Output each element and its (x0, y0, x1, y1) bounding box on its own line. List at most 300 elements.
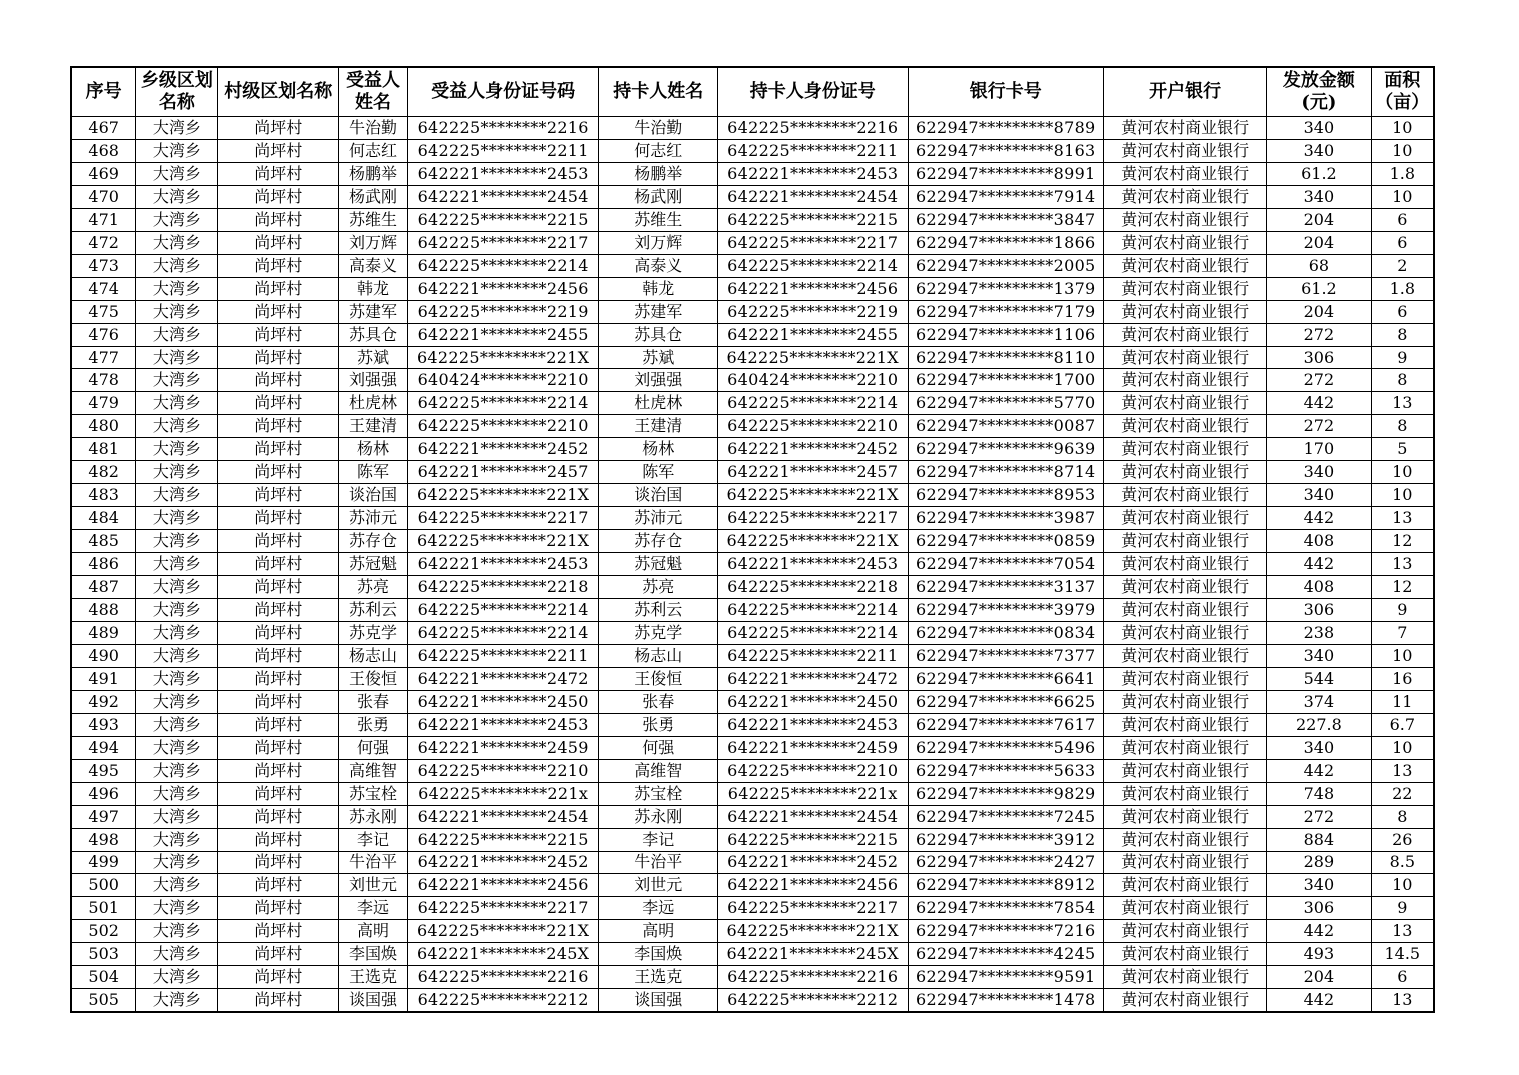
village-name: 尚坪村 (218, 185, 339, 208)
village-name: 尚坪村 (218, 300, 339, 323)
beneficiary-name: 何强 (339, 736, 408, 759)
cardholder-id: 642221********2450 (717, 690, 908, 713)
beneficiary-id: 642221********2456 (407, 277, 599, 300)
bank-name: 黄河农村商业银行 (1104, 507, 1267, 530)
payout-amount: 68 (1267, 254, 1371, 277)
beneficiary-name: 张勇 (339, 713, 408, 736)
beneficiary-id: 642225********2211 (407, 139, 599, 162)
row-index: 491 (71, 667, 136, 690)
row-index: 485 (71, 530, 136, 553)
village-name: 尚坪村 (218, 323, 339, 346)
village-name: 尚坪村 (218, 117, 339, 140)
bank-card-number: 622947*********1106 (908, 323, 1104, 346)
village-name: 尚坪村 (218, 897, 339, 920)
cardholder-id: 642221********2454 (717, 185, 908, 208)
row-index: 497 (71, 805, 136, 828)
table-body (71, 117, 1434, 1013)
beneficiary-name: 谈国强 (339, 989, 408, 1012)
area-mu: 13 (1371, 507, 1434, 530)
beneficiary-id: 642221********2453 (407, 162, 599, 185)
beneficiary-id: 642225********221X (407, 484, 599, 507)
bank-name: 黄河农村商业银行 (1104, 484, 1267, 507)
bank-name: 黄河农村商业银行 (1104, 415, 1267, 438)
bank-card-number: 622947*********2427 (908, 851, 1104, 874)
row-index: 477 (71, 346, 136, 369)
cardholder-id: 642221********2472 (717, 667, 908, 690)
cardholder-name: 苏存仓 (599, 530, 718, 553)
bank-name: 黄河农村商业银行 (1104, 966, 1267, 989)
cardholder-name: 刘强强 (599, 369, 718, 392)
col-header-cardholder-id: 持卡人身份证号 (717, 67, 908, 117)
table-row (71, 461, 1434, 484)
village-name: 尚坪村 (218, 599, 339, 622)
beneficiary-id: 642225********2215 (407, 828, 599, 851)
beneficiary-id: 642225********221x (407, 782, 599, 805)
village-name: 尚坪村 (218, 805, 339, 828)
beneficiary-id: 642225********2214 (407, 599, 599, 622)
row-index: 469 (71, 162, 136, 185)
township-name: 大湾乡 (136, 576, 218, 599)
bank-name: 黄河农村商业银行 (1104, 139, 1267, 162)
table-row (71, 162, 1434, 185)
beneficiary-table (70, 66, 1435, 1013)
beneficiary-name: 杨鹏举 (339, 162, 408, 185)
row-index: 503 (71, 943, 136, 966)
beneficiary-id: 642225********2217 (407, 897, 599, 920)
table-row (71, 438, 1434, 461)
payout-amount: 748 (1267, 782, 1371, 805)
township-name: 大湾乡 (136, 759, 218, 782)
township-name: 大湾乡 (136, 966, 218, 989)
cardholder-id: 642225********2214 (717, 392, 908, 415)
area-mu: 14.5 (1371, 943, 1434, 966)
payout-amount: 340 (1267, 117, 1371, 140)
cardholder-id: 642221********2453 (717, 713, 908, 736)
table-row (71, 185, 1434, 208)
area-mu: 10 (1371, 874, 1434, 897)
village-name: 尚坪村 (218, 208, 339, 231)
village-name: 尚坪村 (218, 782, 339, 805)
payout-amount: 493 (1267, 943, 1371, 966)
township-name: 大湾乡 (136, 208, 218, 231)
beneficiary-name: 苏斌 (339, 346, 408, 369)
table-row (71, 805, 1434, 828)
table-row (71, 644, 1434, 667)
cardholder-id: 642225********221X (717, 530, 908, 553)
table-row (71, 392, 1434, 415)
village-name: 尚坪村 (218, 139, 339, 162)
township-name: 大湾乡 (136, 943, 218, 966)
row-index: 470 (71, 185, 136, 208)
row-index: 489 (71, 621, 136, 644)
payout-amount: 204 (1267, 966, 1371, 989)
beneficiary-id: 642225********2214 (407, 621, 599, 644)
beneficiary-name: 李国焕 (339, 943, 408, 966)
township-name: 大湾乡 (136, 644, 218, 667)
area-mu: 6.7 (1371, 713, 1434, 736)
cardholder-id: 642225********2211 (717, 644, 908, 667)
cardholder-name: 韩龙 (599, 277, 718, 300)
table-row (71, 369, 1434, 392)
cardholder-id: 642225********2216 (717, 966, 908, 989)
payout-amount: 340 (1267, 139, 1371, 162)
payout-amount: 306 (1267, 346, 1371, 369)
cardholder-id: 642225********2210 (717, 415, 908, 438)
beneficiary-name: 杨志山 (339, 644, 408, 667)
township-name: 大湾乡 (136, 736, 218, 759)
beneficiary-name: 刘世元 (339, 874, 408, 897)
bank-card-number: 622947*********6641 (908, 667, 1104, 690)
township-name: 大湾乡 (136, 874, 218, 897)
area-mu: 10 (1371, 736, 1434, 759)
bank-name: 黄河农村商业银行 (1104, 300, 1267, 323)
beneficiary-id: 642221********2472 (407, 667, 599, 690)
area-mu: 10 (1371, 484, 1434, 507)
beneficiary-id: 642221********2453 (407, 553, 599, 576)
table-row (71, 300, 1434, 323)
bank-name: 黄河农村商业银行 (1104, 254, 1267, 277)
cardholder-name: 李国焕 (599, 943, 718, 966)
payout-amount: 884 (1267, 828, 1371, 851)
area-mu: 6 (1371, 966, 1434, 989)
cardholder-id: 642221********2456 (717, 277, 908, 300)
beneficiary-name: 苏维生 (339, 208, 408, 231)
cardholder-name: 苏具仓 (599, 323, 718, 346)
beneficiary-name: 苏亮 (339, 576, 408, 599)
beneficiary-name: 谈治国 (339, 484, 408, 507)
bank-card-number: 622947*********9639 (908, 438, 1104, 461)
township-name: 大湾乡 (136, 989, 218, 1012)
bank-name: 黄河农村商业银行 (1104, 323, 1267, 346)
cardholder-id: 642225********2215 (717, 208, 908, 231)
village-name: 尚坪村 (218, 461, 339, 484)
table-row (71, 599, 1434, 622)
payout-amount: 204 (1267, 208, 1371, 231)
cardholder-name: 苏斌 (599, 346, 718, 369)
cardholder-name: 刘万辉 (599, 231, 718, 254)
payout-amount: 340 (1267, 736, 1371, 759)
table-row (71, 920, 1434, 943)
payout-amount: 340 (1267, 484, 1371, 507)
beneficiary-id: 642225********221X (407, 346, 599, 369)
col-header-township: 乡级区划名称 (136, 67, 218, 117)
table-row (71, 346, 1434, 369)
township-name: 大湾乡 (136, 507, 218, 530)
cardholder-name: 谈治国 (599, 484, 718, 507)
township-name: 大湾乡 (136, 667, 218, 690)
village-name: 尚坪村 (218, 644, 339, 667)
row-index: 482 (71, 461, 136, 484)
row-index: 504 (71, 966, 136, 989)
header-row (71, 67, 1434, 117)
cardholder-name: 牛治勤 (599, 117, 718, 140)
village-name: 尚坪村 (218, 989, 339, 1012)
cardholder-name: 苏利云 (599, 599, 718, 622)
area-mu: 6 (1371, 208, 1434, 231)
township-name: 大湾乡 (136, 369, 218, 392)
bank-card-number: 622947*********8912 (908, 874, 1104, 897)
area-mu: 6 (1371, 231, 1434, 254)
village-name: 尚坪村 (218, 369, 339, 392)
row-index: 492 (71, 690, 136, 713)
payout-amount: 442 (1267, 392, 1371, 415)
payout-amount: 408 (1267, 530, 1371, 553)
table-row (71, 323, 1434, 346)
col-header-beneficiary-name: 受益人姓名 (339, 67, 408, 117)
village-name: 尚坪村 (218, 667, 339, 690)
payout-amount: 238 (1267, 621, 1371, 644)
bank-card-number: 622947*********5496 (908, 736, 1104, 759)
col-header-area: 面积（亩） (1371, 67, 1434, 117)
bank-card-number: 622947*********7617 (908, 713, 1104, 736)
bank-card-number: 622947*********4245 (908, 943, 1104, 966)
cardholder-name: 苏永刚 (599, 805, 718, 828)
cardholder-name: 苏亮 (599, 576, 718, 599)
bank-card-number: 622947*********7914 (908, 185, 1104, 208)
bank-card-number: 622947*********5633 (908, 759, 1104, 782)
area-mu: 10 (1371, 139, 1434, 162)
bank-card-number: 622947*********7245 (908, 805, 1104, 828)
beneficiary-id: 642221********2456 (407, 874, 599, 897)
bank-card-number: 622947*********1866 (908, 231, 1104, 254)
cardholder-name: 李远 (599, 897, 718, 920)
bank-name: 黄河农村商业银行 (1104, 231, 1267, 254)
beneficiary-name: 牛治勤 (339, 117, 408, 140)
bank-name: 黄河农村商业银行 (1104, 989, 1267, 1012)
table-row (71, 621, 1434, 644)
area-mu: 8.5 (1371, 851, 1434, 874)
township-name: 大湾乡 (136, 185, 218, 208)
cardholder-id: 642225********2217 (717, 507, 908, 530)
bank-name: 黄河农村商业银行 (1104, 369, 1267, 392)
cardholder-name: 谈国强 (599, 989, 718, 1012)
bank-name: 黄河农村商业银行 (1104, 805, 1267, 828)
bank-card-number: 622947*********0859 (908, 530, 1104, 553)
cardholder-id: 642225********2211 (717, 139, 908, 162)
village-name: 尚坪村 (218, 231, 339, 254)
beneficiary-name: 苏沛元 (339, 507, 408, 530)
bank-card-number: 622947*********0087 (908, 415, 1104, 438)
payout-amount: 544 (1267, 667, 1371, 690)
beneficiary-name: 苏冠魁 (339, 553, 408, 576)
bank-card-number: 622947*********7179 (908, 300, 1104, 323)
bank-name: 黄河农村商业银行 (1104, 782, 1267, 805)
cardholder-name: 苏建军 (599, 300, 718, 323)
village-name: 尚坪村 (218, 943, 339, 966)
cardholder-name: 何强 (599, 736, 718, 759)
payout-amount: 306 (1267, 897, 1371, 920)
township-name: 大湾乡 (136, 438, 218, 461)
beneficiary-id: 642221********2459 (407, 736, 599, 759)
village-name: 尚坪村 (218, 874, 339, 897)
cardholder-id: 642225********2219 (717, 300, 908, 323)
beneficiary-id: 642225********2210 (407, 759, 599, 782)
area-mu: 9 (1371, 897, 1434, 920)
cardholder-id: 642225********2214 (717, 599, 908, 622)
bank-card-number: 622947*********8714 (908, 461, 1104, 484)
village-name: 尚坪村 (218, 690, 339, 713)
row-index: 478 (71, 369, 136, 392)
area-mu: 10 (1371, 117, 1434, 140)
beneficiary-name: 杨武刚 (339, 185, 408, 208)
row-index: 480 (71, 415, 136, 438)
row-index: 490 (71, 644, 136, 667)
township-name: 大湾乡 (136, 461, 218, 484)
beneficiary-id: 642221********2454 (407, 185, 599, 208)
area-mu: 1.8 (1371, 277, 1434, 300)
bank-card-number: 622947*********8163 (908, 139, 1104, 162)
township-name: 大湾乡 (136, 553, 218, 576)
beneficiary-name: 苏存仓 (339, 530, 408, 553)
area-mu: 12 (1371, 530, 1434, 553)
area-mu: 16 (1371, 667, 1434, 690)
cardholder-id: 642225********221X (717, 484, 908, 507)
payout-amount: 204 (1267, 300, 1371, 323)
bank-name: 黄河农村商业银行 (1104, 667, 1267, 690)
area-mu: 6 (1371, 300, 1434, 323)
cardholder-name: 王建清 (599, 415, 718, 438)
payout-amount: 442 (1267, 507, 1371, 530)
area-mu: 13 (1371, 759, 1434, 782)
beneficiary-name: 高明 (339, 920, 408, 943)
bank-card-number: 622947*********6625 (908, 690, 1104, 713)
payout-amount: 61.2 (1267, 277, 1371, 300)
bank-name: 黄河农村商业银行 (1104, 713, 1267, 736)
beneficiary-id: 642225********2219 (407, 300, 599, 323)
table-row (71, 208, 1434, 231)
payout-amount: 340 (1267, 644, 1371, 667)
row-index: 476 (71, 323, 136, 346)
beneficiary-id: 642225********2216 (407, 966, 599, 989)
bank-name: 黄河农村商业银行 (1104, 438, 1267, 461)
payout-amount: 170 (1267, 438, 1371, 461)
payout-amount: 442 (1267, 920, 1371, 943)
beneficiary-name: 苏具仓 (339, 323, 408, 346)
beneficiary-name: 李记 (339, 828, 408, 851)
township-name: 大湾乡 (136, 277, 218, 300)
bank-name: 黄河农村商业银行 (1104, 346, 1267, 369)
beneficiary-id: 642221********2452 (407, 851, 599, 874)
row-index: 474 (71, 277, 136, 300)
village-name: 尚坪村 (218, 553, 339, 576)
village-name: 尚坪村 (218, 484, 339, 507)
cardholder-id: 642221********2459 (717, 736, 908, 759)
cardholder-id: 642225********2210 (717, 759, 908, 782)
cardholder-id: 642225********2218 (717, 576, 908, 599)
bank-name: 黄河农村商业银行 (1104, 690, 1267, 713)
payout-amount: 442 (1267, 989, 1371, 1012)
cardholder-name: 王选克 (599, 966, 718, 989)
area-mu: 5 (1371, 438, 1434, 461)
cardholder-id: 642225********221x (717, 782, 908, 805)
cardholder-name: 陈军 (599, 461, 718, 484)
cardholder-name: 杨志山 (599, 644, 718, 667)
village-name: 尚坪村 (218, 736, 339, 759)
row-index: 502 (71, 920, 136, 943)
village-name: 尚坪村 (218, 507, 339, 530)
cardholder-name: 王俊恒 (599, 667, 718, 690)
table-row (71, 736, 1434, 759)
beneficiary-name: 王俊恒 (339, 667, 408, 690)
table-row (71, 828, 1434, 851)
beneficiary-id: 642225********2210 (407, 415, 599, 438)
row-index: 498 (71, 828, 136, 851)
table-row (71, 943, 1434, 966)
village-name: 尚坪村 (218, 759, 339, 782)
bank-name: 黄河农村商业银行 (1104, 162, 1267, 185)
table-row (71, 415, 1434, 438)
area-mu: 8 (1371, 323, 1434, 346)
village-name: 尚坪村 (218, 828, 339, 851)
beneficiary-id: 642221********2452 (407, 438, 599, 461)
cardholder-id: 642225********221X (717, 346, 908, 369)
township-name: 大湾乡 (136, 851, 218, 874)
village-name: 尚坪村 (218, 576, 339, 599)
row-index: 505 (71, 989, 136, 1012)
township-name: 大湾乡 (136, 897, 218, 920)
bank-name: 黄河农村商业银行 (1104, 874, 1267, 897)
village-name: 尚坪村 (218, 851, 339, 874)
area-mu: 9 (1371, 599, 1434, 622)
table-row (71, 530, 1434, 553)
cardholder-name: 张勇 (599, 713, 718, 736)
cardholder-id: 642225********2217 (717, 897, 908, 920)
bank-name: 黄河农村商业银行 (1104, 851, 1267, 874)
table-row (71, 553, 1434, 576)
payout-amount: 272 (1267, 805, 1371, 828)
township-name: 大湾乡 (136, 713, 218, 736)
row-index: 486 (71, 553, 136, 576)
bank-card-number: 622947*********7854 (908, 897, 1104, 920)
cardholder-name: 苏维生 (599, 208, 718, 231)
bank-name: 黄河农村商业银行 (1104, 897, 1267, 920)
cardholder-id: 642225********2212 (717, 989, 908, 1012)
area-mu: 8 (1371, 415, 1434, 438)
bank-name: 黄河农村商业银行 (1104, 644, 1267, 667)
bank-name: 黄河农村商业银行 (1104, 553, 1267, 576)
cardholder-id: 642221********2453 (717, 553, 908, 576)
township-name: 大湾乡 (136, 805, 218, 828)
cardholder-id: 642221********2452 (717, 851, 908, 874)
beneficiary-name: 张春 (339, 690, 408, 713)
beneficiary-name: 王选克 (339, 966, 408, 989)
beneficiary-id: 642225********2217 (407, 507, 599, 530)
table-row (71, 874, 1434, 897)
table-row (71, 139, 1434, 162)
beneficiary-id: 642225********2216 (407, 117, 599, 140)
township-name: 大湾乡 (136, 254, 218, 277)
cardholder-name: 刘世元 (599, 874, 718, 897)
cardholder-id: 640424********2210 (717, 369, 908, 392)
beneficiary-name: 李远 (339, 897, 408, 920)
beneficiary-name: 杜虎林 (339, 392, 408, 415)
township-name: 大湾乡 (136, 162, 218, 185)
beneficiary-id: 642221********2455 (407, 323, 599, 346)
beneficiary-id: 642225********2215 (407, 208, 599, 231)
beneficiary-id: 642225********221X (407, 920, 599, 943)
row-index: 473 (71, 254, 136, 277)
area-mu: 13 (1371, 989, 1434, 1012)
bank-name: 黄河农村商业银行 (1104, 117, 1267, 140)
township-name: 大湾乡 (136, 782, 218, 805)
col-header-amount: 发放金额(元) (1267, 67, 1371, 117)
row-index: 499 (71, 851, 136, 874)
township-name: 大湾乡 (136, 484, 218, 507)
bank-card-number: 622947*********7216 (908, 920, 1104, 943)
col-header-cardholder-name: 持卡人姓名 (599, 67, 718, 117)
beneficiary-name: 苏克学 (339, 621, 408, 644)
cardholder-id: 642221********2457 (717, 461, 908, 484)
